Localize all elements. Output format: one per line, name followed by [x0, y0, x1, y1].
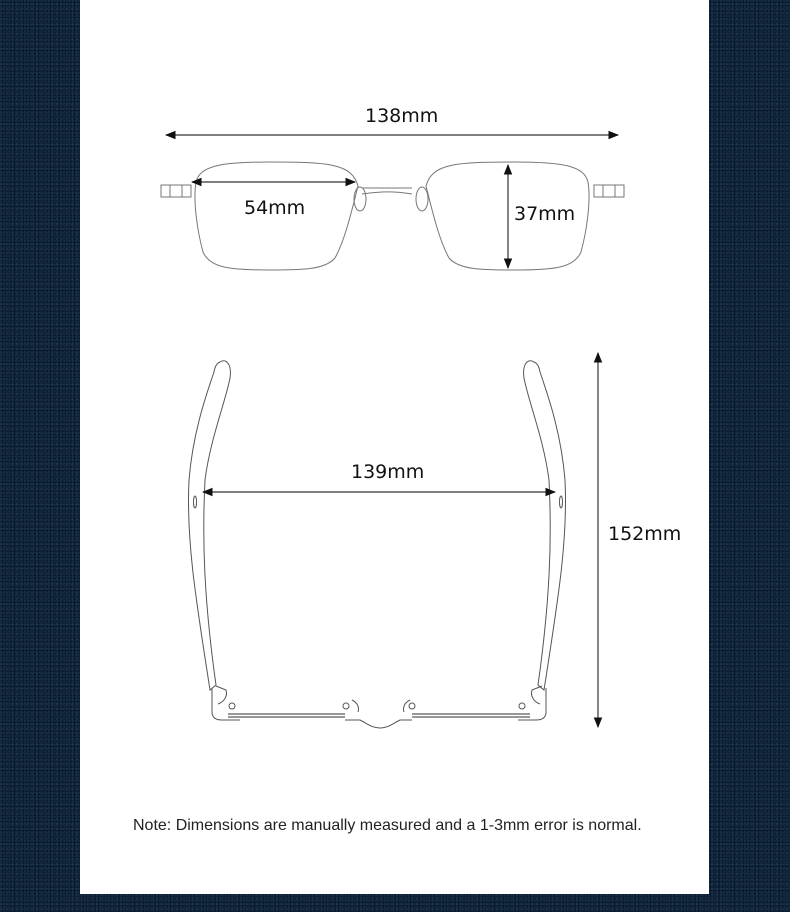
measurement-note: Note: Dimensions are manually measured and a 1-3mm error is normal.: [133, 817, 642, 834]
temple-length-label: 152mm: [608, 523, 682, 545]
left-hinge-joint: [212, 686, 240, 720]
top-nose-pads: [352, 700, 410, 712]
right-temple: [524, 361, 566, 690]
right-nose-pad: [416, 187, 428, 211]
total-width-label: 138mm: [365, 105, 439, 127]
temple-width-label: 139mm: [351, 461, 425, 483]
left-lens-edge: [228, 714, 345, 717]
right-lens-edge: [412, 714, 530, 717]
left-temple-slot: [194, 496, 197, 508]
top-bridge: [345, 720, 412, 728]
left-temple: [188, 361, 230, 690]
bridge: [362, 188, 412, 194]
left-hinge: [161, 185, 191, 197]
lens-width-label: 54mm: [244, 197, 306, 219]
right-temple-slot: [560, 496, 563, 508]
left-nose-pad: [354, 187, 366, 211]
top-view-glasses: [188, 353, 598, 728]
left-screw: [229, 703, 235, 709]
right-screw: [519, 703, 525, 709]
lens-height-label: 37mm: [514, 203, 576, 225]
right-hinge: [594, 185, 624, 197]
